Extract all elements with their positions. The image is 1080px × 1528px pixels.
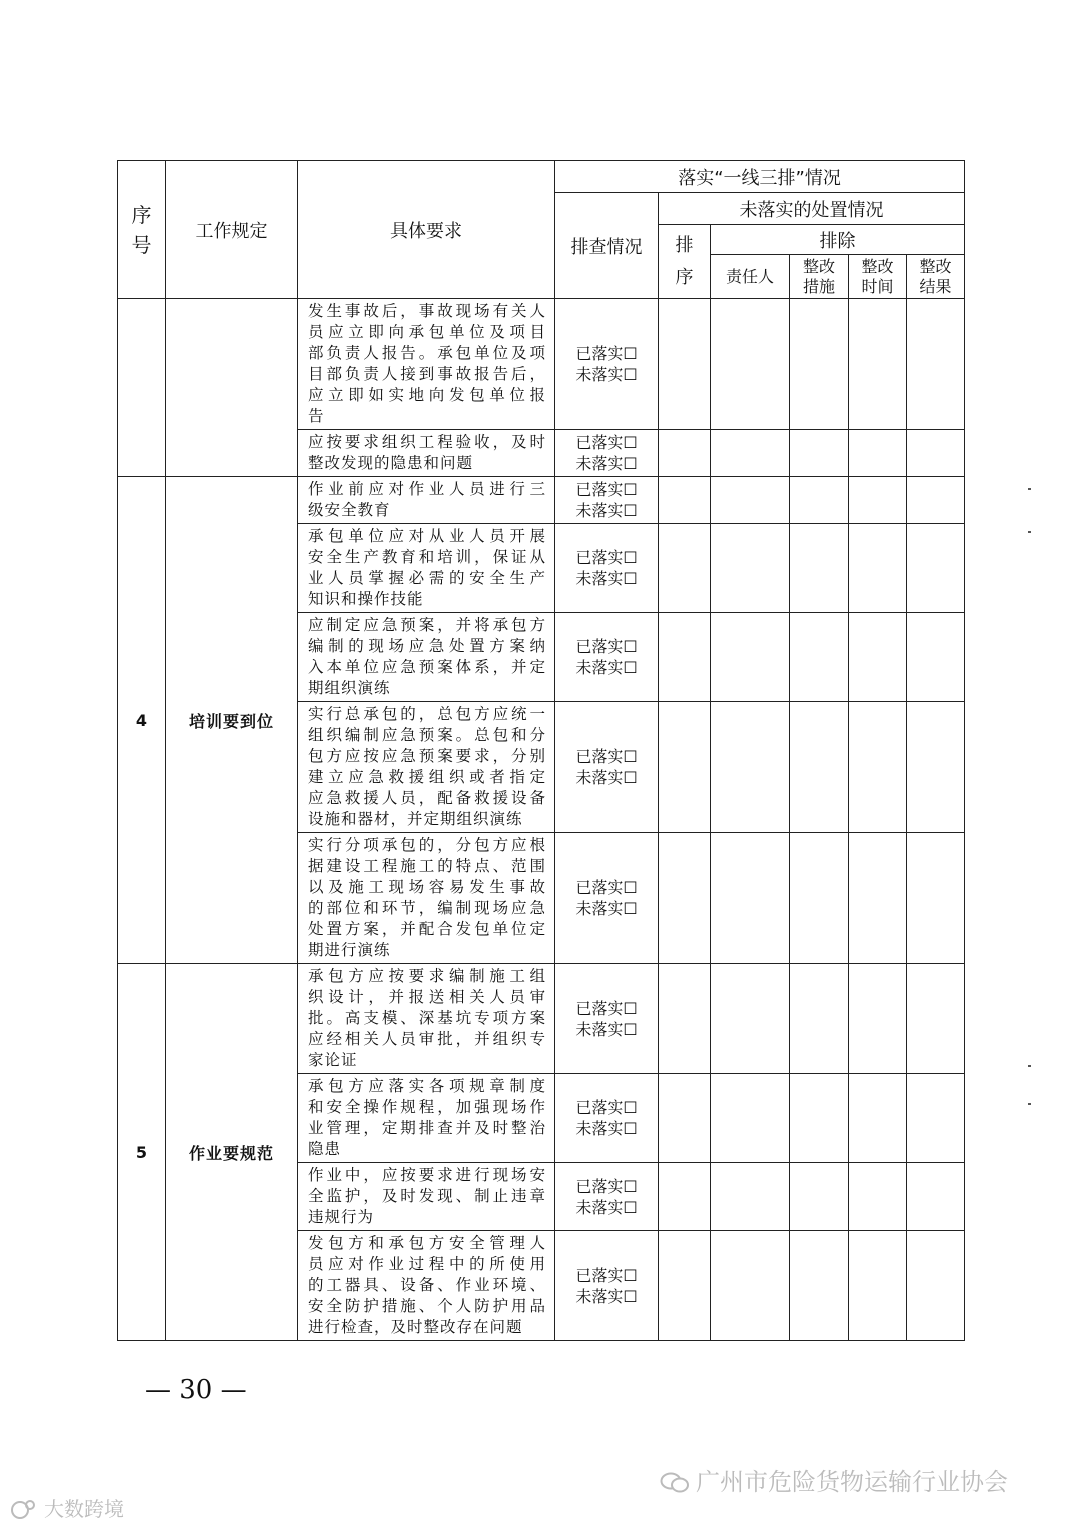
requirement-line: 作业前应对作业人员进行三 [308,480,546,498]
time-cell[interactable] [849,1074,907,1163]
watermark-left-text: 大数跨境 [44,1497,124,1521]
status-not-implemented-checkbox[interactable]: 未落实☐ [575,1019,638,1039]
measures-cell[interactable] [790,1231,849,1341]
rank-cell[interactable] [659,430,711,477]
status-not-implemented-checkbox[interactable]: 未落实☐ [575,454,638,473]
responsible-cell[interactable] [711,833,790,964]
requirement-line: 业人员掌握必需的安全生产 [308,569,546,587]
result-cell[interactable] [907,1231,965,1341]
watermark-right [660,1462,1008,1497]
requirement-line: 实行总承包的，总包方应统一 [308,705,546,723]
measures-cell[interactable] [790,964,849,1074]
rank-cell[interactable] [659,702,711,833]
requirement-line: 的工器具、设备、作业环境、 [308,1276,546,1294]
requirement-line: 承包方应落实各项规章制度 [308,1077,546,1095]
requirement-text [298,613,555,702]
header-not-implemented: 未落实的处置情况 [659,193,965,225]
status-implemented-checkbox[interactable]: 已落实☐ [575,433,638,452]
page-number: — 30 — [145,1375,247,1405]
requirement-text [298,1163,555,1231]
weibo-icon [8,1498,38,1520]
work-rule [166,299,298,477]
requirement-line: 入本单位应急预案体系，并定 [308,658,546,676]
time-cell[interactable] [849,1163,907,1231]
header-measures: 整改 措施 [790,255,849,299]
requirement-line: 发生事故后，事故现场有关人 [308,302,546,320]
requirement-line: 的部位和环节，编制现场应急 [308,899,546,917]
result-cell[interactable] [907,613,965,702]
requirement-text [298,299,555,430]
requirement-line: 应急救援人员，配备救援设备 [308,789,546,807]
status-not-implemented-checkbox[interactable]: 未落实☐ [575,569,638,588]
requirement-line: 员应对作业过程中的所使用 [308,1255,546,1273]
status-not-implemented-checkbox[interactable]: 未落实☐ [575,658,638,677]
status-not-implemented-checkbox[interactable]: 未落实☐ [575,1286,638,1306]
header-rank: 排 序 [659,225,711,299]
requirement-line: 批。高支模、深基坑专项方案 [308,1009,546,1027]
requirement-text [298,833,555,964]
check-status [555,299,659,430]
status-implemented-checkbox[interactable]: 已落实☐ [575,548,638,567]
check-status [555,1074,659,1163]
check-status [555,833,659,964]
table-row [118,299,965,430]
requirement-line: 组织编制应急预案。总包和分 [308,726,546,744]
requirement-line: 部负责人报告。承包单位及项 [308,344,546,362]
measures-cell[interactable] [790,299,849,430]
rank-cell[interactable] [659,1231,711,1341]
requirement-line: 和安全操作规程，加强现场作 [308,1098,546,1116]
requirement-text [298,1231,555,1341]
status-implemented-checkbox[interactable]: 已落实☐ [575,1176,638,1196]
status-implemented-checkbox[interactable]: 已落实☐ [575,480,638,499]
header-responsible: 责任人 [711,255,790,299]
table-row [118,477,965,524]
measures-cell[interactable] [790,1074,849,1163]
item-number: 4 [118,477,166,964]
status-implemented-checkbox[interactable]: 已落实☐ [575,1265,638,1285]
time-cell[interactable] [849,833,907,964]
responsible-cell[interactable] [711,430,790,477]
check-status [555,1163,659,1231]
scan-mark [1028,1065,1031,1067]
status-implemented-checkbox[interactable]: 已落实☐ [575,878,638,897]
check-status [555,430,659,477]
measures-cell[interactable] [790,1163,849,1231]
header-rule: 工作规定 [166,161,298,299]
wechat-icon [660,1472,690,1494]
responsible-cell[interactable] [711,1074,790,1163]
responsible-cell[interactable] [711,613,790,702]
requirement-text [298,1074,555,1163]
work-rule: 作业要规范 [166,964,298,1341]
result-cell[interactable] [907,524,965,613]
time-cell[interactable] [849,702,907,833]
rank-cell[interactable] [659,477,711,524]
result-cell[interactable] [907,1074,965,1163]
time-cell[interactable] [849,964,907,1074]
time-cell[interactable] [849,430,907,477]
requirement-line: 据建设工程施工的特点、范围 [308,857,546,875]
requirement-line: 违规行为 [308,1208,375,1226]
requirement-line: 全监护，及时发现、制止违章 [308,1187,546,1205]
check-status [555,613,659,702]
requirement-line: 作业中，应按要求进行现场安 [308,1166,546,1184]
requirement-line: 员应立即向承包单位及项目 [308,323,546,341]
header-elimination: 排除 [711,225,965,255]
rank-cell[interactable] [659,299,711,430]
requirement-line: 应制定应急预案，并将承包方 [308,616,546,634]
status-not-implemented-checkbox[interactable]: 未落实☐ [575,768,638,787]
check-status [555,964,659,1074]
measures-cell[interactable] [790,833,849,964]
requirement-line: 包方应按应急预案要求，分别 [308,747,546,765]
requirement-text [298,702,555,833]
status-implemented-checkbox[interactable]: 已落实☐ [575,637,638,656]
scan-mark [1028,488,1031,490]
inspection-table [117,160,965,1341]
responsible-cell[interactable] [711,1163,790,1231]
watermark-right-text: 广州市危险货物运输行业协会 [696,1468,1008,1496]
requirement-line: 整改发现的隐患和问题 [308,454,474,472]
result-cell[interactable] [907,833,965,964]
header-requirement: 具体要求 [298,161,555,299]
requirement-line: 告 [308,407,325,425]
requirement-text [298,964,555,1074]
requirement-text [298,477,555,524]
rank-cell[interactable] [659,1163,711,1231]
responsible-cell[interactable] [711,702,790,833]
requirement-line: 期进行演练 [308,941,391,959]
requirement-line: 应立即如实地向发包单位报 [308,386,546,404]
status-not-implemented-checkbox[interactable]: 未落实☐ [575,365,638,384]
requirement-line: 织设计，并报送相关人员审 [308,988,546,1006]
requirement-line: 知识和操作技能 [308,590,424,608]
rank-cell[interactable] [659,524,711,613]
header-implementation: 落实“一线三排”情况 [555,161,965,193]
table-row [118,964,965,1074]
scan-mark [1028,531,1031,533]
header-seq: 序 号 [118,161,166,299]
requirement-line: 发包方和承包方安全管理人 [308,1234,546,1252]
check-status [555,477,659,524]
status-not-implemented-checkbox[interactable]: 未落实☐ [575,1119,638,1138]
requirement-line: 承包单位应对从业人员开展 [308,527,546,545]
requirement-text [298,524,555,613]
responsible-cell[interactable] [711,1231,790,1341]
measures-cell[interactable] [790,477,849,524]
rank-cell[interactable] [659,833,711,964]
status-not-implemented-checkbox[interactable]: 未落实☐ [575,501,638,520]
requirement-line: 目部负责人接到事故报告后， [308,365,546,383]
item-number: 5 [118,964,166,1341]
header-time: 整改 时间 [849,255,907,299]
result-cell[interactable] [907,1163,965,1231]
requirement-line: 业管理，定期排查并及时整治 [308,1119,546,1137]
time-cell[interactable] [849,299,907,430]
requirement-line: 实行分项承包的，分包方应根 [308,836,546,854]
check-status [555,702,659,833]
status-implemented-checkbox[interactable]: 已落实☐ [575,998,638,1018]
status-implemented-checkbox[interactable]: 已落实☐ [575,747,638,766]
requirement-line: 安全生产教育和培训，保证从 [308,548,546,566]
header-check-status: 排查情况 [555,193,659,299]
time-cell[interactable] [849,477,907,524]
responsible-cell[interactable] [711,524,790,613]
status-implemented-checkbox[interactable]: 已落实☐ [575,1098,638,1117]
check-status [555,1231,659,1341]
rank-cell[interactable] [659,613,711,702]
responsible-cell[interactable] [711,964,790,1074]
requirement-line: 应按要求组织工程验收，及时 [308,433,546,451]
requirement-line: 应经相关人员审批，并组织专 [308,1030,546,1048]
measures-cell[interactable] [790,613,849,702]
requirement-line: 期组织演练 [308,679,391,697]
status-implemented-checkbox[interactable]: 已落实☐ [575,344,638,363]
measures-cell[interactable] [790,702,849,833]
requirement-text [298,430,555,477]
measures-cell[interactable] [790,524,849,613]
requirement-line: 级安全教育 [308,501,391,519]
result-cell[interactable] [907,702,965,833]
check-status [555,524,659,613]
watermark-left [8,1493,124,1522]
requirement-line: 编制的现场应急处置方案纳 [308,637,546,655]
requirement-line: 承包方应按要求编制施工组 [308,967,546,985]
responsible-cell[interactable] [711,299,790,430]
result-cell[interactable] [907,477,965,524]
measures-cell[interactable] [790,430,849,477]
responsible-cell[interactable] [711,477,790,524]
requirement-line: 处置方案，并配合发包单位定 [308,920,546,938]
requirement-line: 设施和器材，并定期组织演练 [308,810,523,828]
item-number [118,299,166,477]
time-cell[interactable] [849,1231,907,1341]
requirement-line: 隐患 [308,1140,342,1158]
status-not-implemented-checkbox[interactable]: 未落实☐ [575,899,638,918]
header-result: 整改 结果 [907,255,965,299]
requirement-line: 家论证 [308,1051,358,1069]
requirement-line: 以及施工现场容易发生事故 [308,878,546,896]
scan-mark [1028,1103,1031,1105]
time-cell[interactable] [849,524,907,613]
requirement-line: 建立应急救援组织或者指定 [308,768,546,786]
result-cell[interactable] [907,430,965,477]
status-not-implemented-checkbox[interactable]: 未落实☐ [575,1197,638,1217]
rank-cell[interactable] [659,964,711,1074]
time-cell[interactable] [849,613,907,702]
rank-cell[interactable] [659,1074,711,1163]
requirement-line: 安全防护措施、个人防护用品 [308,1297,546,1315]
result-cell[interactable] [907,299,965,430]
result-cell[interactable] [907,964,965,1074]
work-rule: 培训要到位 [166,477,298,964]
requirement-line: 进行检查，及时整改存在问题 [308,1318,523,1336]
